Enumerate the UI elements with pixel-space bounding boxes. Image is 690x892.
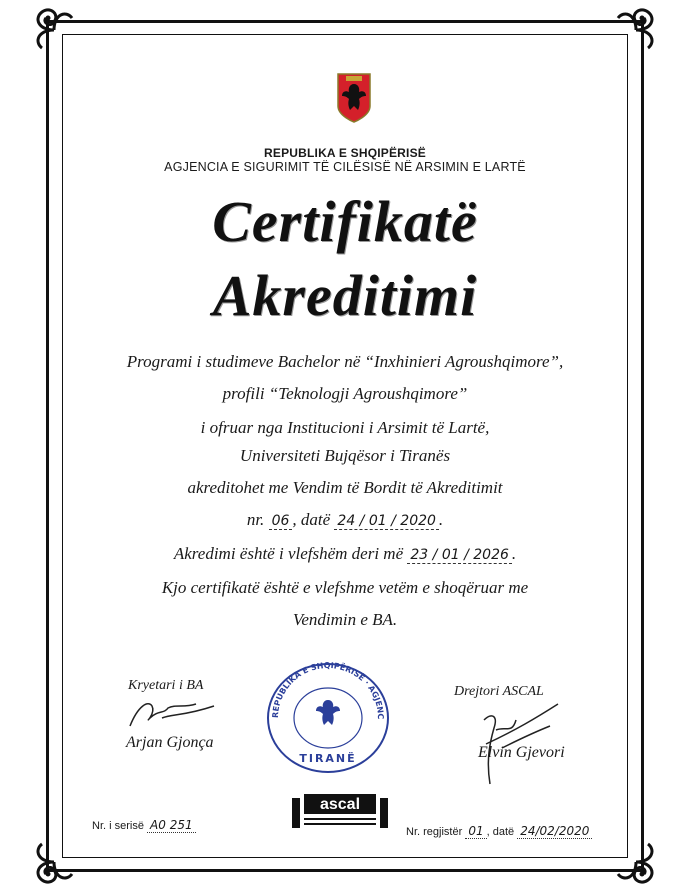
right-signatory-name: Elvin Gjevori xyxy=(478,744,565,761)
right-signatory-title: Drejtori ASCAL xyxy=(454,684,544,699)
corner-ornament-top-left xyxy=(28,4,80,56)
decision-date-value: 24 / 01 / 2020 xyxy=(334,513,439,530)
register-date-label: datë xyxy=(492,826,515,838)
register-date-value: 24/02/2020 xyxy=(517,824,592,839)
header-republic: REPUBLIKA E SHQIPËRISË xyxy=(264,146,426,160)
validity-label: Akredimi është i vlefshëm deri më xyxy=(173,544,404,563)
serial-number-label: Nr. i serisë xyxy=(92,820,144,832)
serial-number-line xyxy=(92,818,196,832)
decision-line: nr. 06 , datë 24 / 01 / 2020 . xyxy=(246,510,444,529)
seal-text: REPUBLIKA E SHQIPËRISË · AGJENC xyxy=(270,660,386,720)
albanian-emblem-icon xyxy=(336,72,372,124)
left-signatory-name: Arjan Gjonça xyxy=(126,734,214,751)
title-certificate: Certifikatë xyxy=(212,189,478,254)
decision-date-label: , datë xyxy=(292,510,331,529)
body-offered-by: i ofruar nga Institucioni i Arsimit të Lartë, xyxy=(200,418,490,437)
body-validity-note: Kjo certifikatë është e vlefshme vetëm e shoqëruar me xyxy=(161,578,529,597)
validity-line: Akredimi është i vlefshëm deri më 23 / 01 / 2026 . xyxy=(173,544,517,563)
validity-date-value: 23 / 01 / 2026 xyxy=(407,547,512,564)
title-accreditation: Akreditimi xyxy=(212,263,478,328)
corner-ornament-bottom-right xyxy=(610,836,662,888)
left-signatory-title: Kryetari i BA xyxy=(128,678,204,693)
serial-number-value: A0 251 xyxy=(147,818,196,833)
register-number-value: 01 xyxy=(465,824,486,839)
official-seal xyxy=(262,656,394,776)
body-program: Programi i studimeve Bachelor në “Inxhinieri Agroushqimore”, xyxy=(126,352,564,371)
logo-text: ascal xyxy=(319,796,361,813)
ascal-logo xyxy=(290,792,390,832)
body-university: Universiteti Bujqësor i Tiranës xyxy=(239,446,451,465)
header-agency: AGJENCIA E SIGURIMIT TË CILËSISË NË ARSIMIN E LARTË xyxy=(164,160,526,174)
decision-number-value: 06 xyxy=(269,513,293,530)
corner-ornament-bottom-left xyxy=(28,836,80,888)
body-accredited: akreditohet me Vendim të Bordit të Akreditimit xyxy=(187,478,503,497)
body-profile: profili “Teknologji Agroushqimore” xyxy=(222,384,468,403)
body-decision-ref: Vendimin e BA. xyxy=(292,610,398,629)
register-line: Nr. regjistër 01 , datë 24/02/2020 xyxy=(406,824,592,838)
left-signature-icon xyxy=(124,696,224,732)
corner-ornament-top-right xyxy=(610,4,662,56)
seal-city: TIRANË xyxy=(299,752,357,765)
register-number-label: Nr. regjistër xyxy=(406,826,463,838)
decision-number-label: nr. xyxy=(246,510,265,529)
